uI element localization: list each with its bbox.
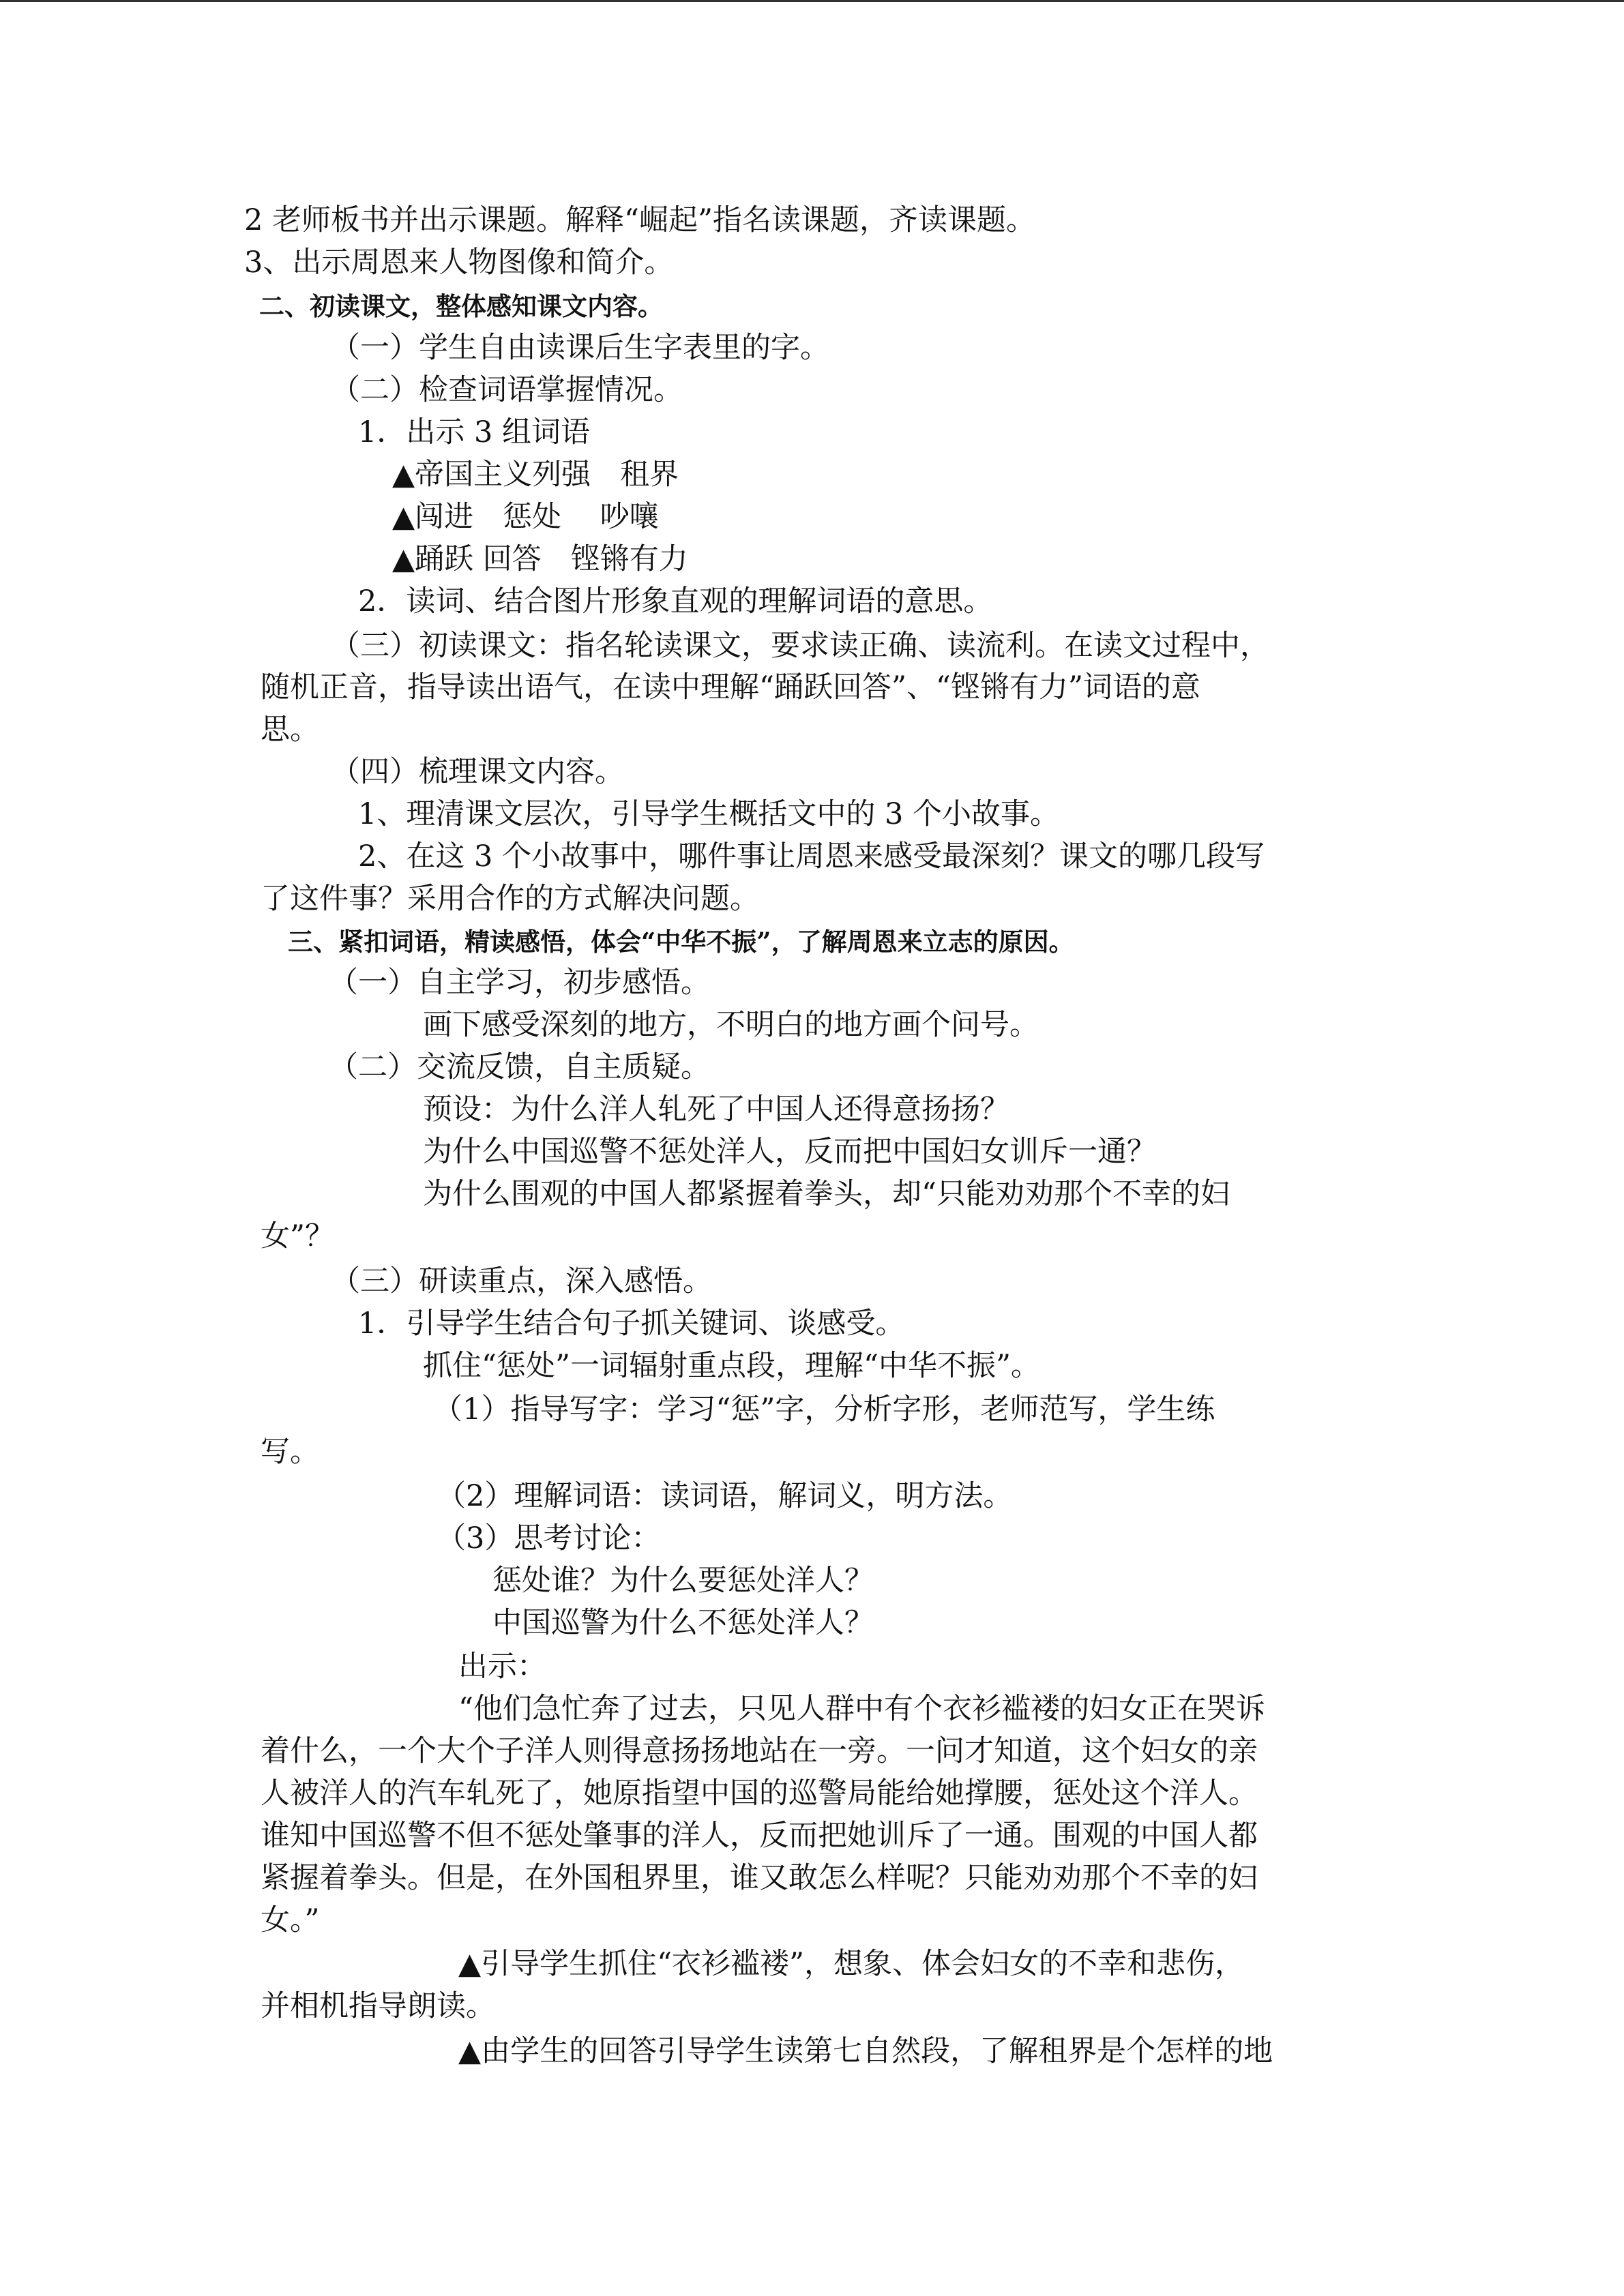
quoted-passage-line: 着什么，一个大个子洋人则得意扬扬地站在一旁。一问才知道，这个妇女的亲 [261, 1734, 1258, 1768]
body-line: 2、在这 3 个小故事中，哪件事让周恩来感受最深刻？课文的哪几段写 [358, 839, 1265, 874]
body-line: （1）指导写字：学习“惩”字，分析字形，老师范写，学生练 [433, 1392, 1215, 1427]
quoted-passage-line: “他们急忙奔了过去，只见人群中有个衣衫褴褛的妇女正在哭诉 [458, 1692, 1265, 1726]
body-line: 抓住“惩处”一词辐射重点段，理解“中华不振”。 [423, 1349, 1040, 1383]
body-line: ▲引导学生抓住“衣衫褴褛”，想象、体会妇女的不幸和悲伤， [458, 1947, 1245, 1981]
body-line: 随机正音，指导读出语气，在读中理解“踊跃回答”、“铿锵有力”词语的意 [261, 670, 1200, 704]
body-line: 为什么围观的中国人都紧握着拳头，却“只能劝劝那个不幸的妇 [423, 1177, 1230, 1211]
subsection-heading: （一）学生自由读课后生字表里的字。 [331, 331, 829, 365]
body-line: 写。 [261, 1435, 319, 1469]
subsection-heading: （二）检查词语掌握情况。 [331, 373, 683, 407]
page-top-border [0, 0, 1624, 2]
body-line: 3、出示周恩来人物图像和简介。 [244, 245, 674, 280]
quoted-passage-line: 女。” [261, 1903, 320, 1937]
body-line: 2．读词、结合图片形象直观的理解词语的意思。 [358, 584, 993, 618]
body-line: 思。 [261, 713, 319, 747]
subsection-heading: （四）梳理课文内容。 [331, 755, 624, 789]
subsection-heading: （一）自主学习，初步感悟。 [329, 966, 710, 1000]
quoted-passage-line: 人被洋人的汽车轧死了，她原指望中国的巡警局能给她撑腰，惩处这个洋人。 [261, 1776, 1258, 1810]
body-line: 惩处谁？为什么要惩处洋人？ [492, 1564, 874, 1598]
body-line: 1、理清课文层次，引导学生概括文中的 3 个小故事。 [358, 797, 1060, 831]
body-line: 并相机指导朗读。 [261, 1989, 495, 2023]
body-line: 出示： [458, 1650, 546, 1684]
subsection-heading: （二）交流反馈，自主质疑。 [329, 1050, 710, 1084]
body-line: 中国巡警为什么不惩处洋人？ [492, 1606, 874, 1640]
quoted-passage-line: 谁知中国巡警不但不惩处肇事的洋人，反而把她训斥了一通。围观的中国人都 [261, 1819, 1258, 1853]
body-line: （2）理解词语：读词语，解词义，明方法。 [437, 1479, 1013, 1513]
body-line: 女”？ [261, 1219, 334, 1253]
body-line: （3）思考讨论： [437, 1521, 661, 1555]
body-line: 画下感受深刻的地方，不明白的地方画个问号。 [423, 1008, 1039, 1042]
body-line: 1．出示 3 组词语 [358, 415, 591, 449]
body-line: 2 老师板书并出示课题。解释“崛起”指名读课题，齐读课题。 [244, 203, 1035, 237]
subsection-heading: （三）初读课文：指名轮读课文，要求读正确、读流利。在读文过程中， [331, 629, 1269, 663]
body-line: 了这件事？采用合作的方式解决问题。 [261, 882, 759, 916]
vocab-group: ▲踊跃 回答 铿锵有力 [392, 542, 688, 576]
body-line: 为什么中国巡警不惩处洋人，反而把中国妇女训斥一通？ [423, 1135, 1156, 1169]
section-heading: 二、初读课文，整体感知课文内容。 [259, 291, 663, 321]
quoted-passage-line: 紧握着拳头。但是，在外国租界里，谁又敢怎么样呢？只能劝劝那个不幸的妇 [261, 1861, 1258, 1895]
section-heading: 三、紧扣词语，精读感悟，体会“中华不振”，了解周恩来立志的原因。 [288, 927, 1074, 957]
body-line: 预设：为什么洋人轧死了中国人还得意扬扬？ [423, 1092, 1009, 1127]
subsection-heading: （三）研读重点，深入感悟。 [331, 1264, 712, 1298]
vocab-group: ▲闯进 惩处 吵嚷 [392, 500, 659, 534]
body-line: 1．引导学生结合句子抓关键词、谈感受。 [358, 1307, 905, 1341]
body-line: ▲由学生的回答引导学生读第七自然段，了解租界是个怎样的地 [458, 2034, 1273, 2068]
vocab-group: ▲帝国主义列强 租界 [392, 458, 679, 492]
